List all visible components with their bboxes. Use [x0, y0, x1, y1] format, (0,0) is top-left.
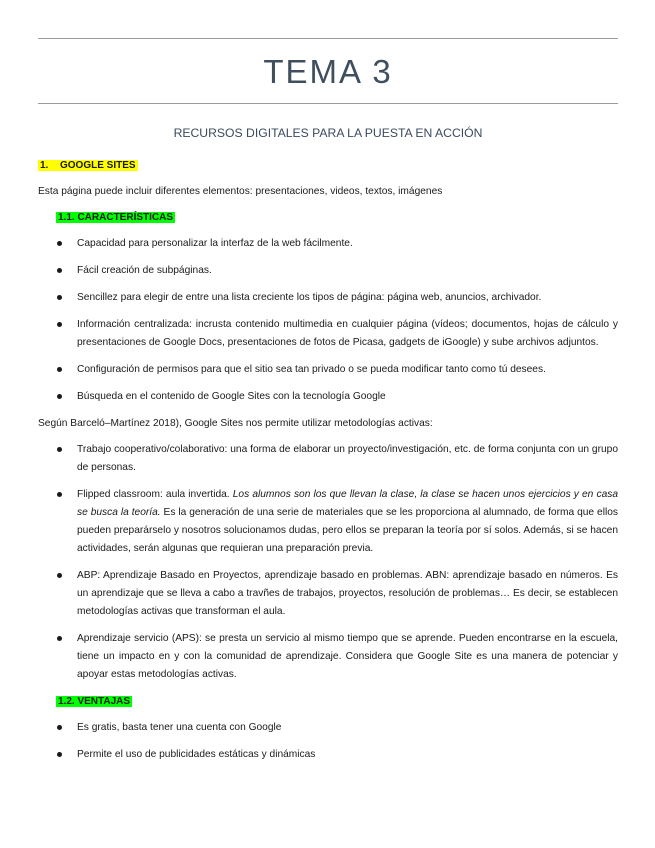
advantages-list: [38, 719, 618, 764]
bullet-icon: [57, 573, 62, 578]
section-1-1-heading: [56, 209, 618, 227]
list-item-text: Flipped classroom: aula invertida.: [77, 489, 233, 500]
features-list: [38, 235, 618, 406]
bullet-icon: [57, 447, 62, 452]
list-item-text: Trabajo cooperativo/colaborativo: una forma de elaborar un proyecto/investigación, etc. de forma conjunta con un grupo de personas.: [77, 444, 618, 473]
section-1-title: GOOGLE SITES: [60, 160, 136, 171]
section-1-2-heading: [56, 693, 618, 711]
list-item: [38, 486, 618, 558]
list-item-text: Aprendizaje servicio (APS): se presta un servicio al mismo tiempo que se aprende. Pueden encontrarse en la escuela, tiene un impacto en y con la comunidad de aprendizaje. Considera que Google Site es una manera de potenciar y apoyar estas metodologías activas.: [77, 633, 618, 680]
list-item: [38, 316, 618, 352]
list-item: [38, 361, 618, 379]
list-item: [38, 746, 618, 764]
list-item: [38, 630, 618, 684]
list-item-text: Sencillez para elegir de entre una lista creciente los tipos de página: página web, anuncios, archivador.: [77, 292, 542, 303]
list-item: [38, 719, 618, 737]
list-item: [38, 441, 618, 477]
section-1-number: 1.: [40, 160, 49, 171]
document-body: [38, 157, 618, 773]
list-item-text: ABP: Aprendizaje Basado en Proyectos, aprendizaje basado en problemas. ABN: aprendizaje basado en números. Es un aprendizaje que se lleva a cabo a travñes de trabajos, proyectos, resolución de problemas… Es decir, se establecen metodologías activas que transforman el aula.: [77, 570, 618, 617]
list-item-text: Información centralizada: incrusta contenido multimedia en cualquier página (vídeos; documentos, hojas de cálculo y presentaciones de Google Docs, presentaciones de fotos de Picasa, gadgets de iGoogle) y sube archivos adjuntos.: [77, 319, 618, 348]
methodologies-list: [38, 441, 618, 684]
list-item: [38, 235, 618, 253]
bullet-icon: [57, 295, 62, 300]
section-1-intro: Esta página puede incluir diferentes elementos: presentaciones, videos, textos, imágenes: [38, 186, 443, 197]
bullet-icon: [57, 268, 62, 273]
list-item: [38, 262, 618, 280]
bullet-icon: [57, 367, 62, 372]
bullet-icon: [57, 636, 62, 641]
list-item-text: Fácil creación de subpáginas.: [77, 265, 212, 276]
list-item: [38, 289, 618, 307]
methodologies-intro: Según Barceló–Martínez 2018), Google Sites nos permite utilizar metodologías activas:: [38, 418, 433, 429]
bullet-icon: [57, 394, 62, 399]
list-item-italic-text: Los alumnos son los que llevan la clase, la clase se hacen unos ejercicios y en casa se busca la teoría.: [77, 489, 618, 518]
bullet-icon: [57, 725, 62, 730]
list-item-text: Es la generación de una serie de materiales que se les proporciona al alumnado, de forma que ellos pueden preparárselo y nosotros solucionamos dudas, pero ellos se preparan la teoría por sí solos. Además, si se hacen actividades, serán algunas que requieran una preparación previa.: [77, 507, 618, 554]
bullet-icon: [57, 241, 62, 246]
list-item-text: Búsqueda en el contenido de Google Sites con la tecnología Google: [77, 391, 386, 402]
list-item-text: Permite el uso de publicidades estáticas y dinámicas: [77, 749, 316, 760]
section-1-1-title: 1.1. CARACTERÍSTICAS: [58, 212, 174, 223]
section-1-highlight: [38, 160, 138, 171]
page-title: TEMA 3: [263, 53, 393, 90]
bullet-icon: [57, 322, 62, 327]
list-item-text: Es gratis, basta tener una cuenta con Google: [77, 722, 282, 733]
list-item: [38, 567, 618, 621]
bullet-icon: [57, 752, 62, 757]
top-rule: [38, 38, 618, 39]
list-item-text: Configuración de permisos para que el sitio sea tan privado o se pueda modificar tanto como tú desees.: [77, 364, 546, 375]
list-item-text: Capacidad para personalizar la interfaz de la web fácilmente.: [77, 238, 353, 249]
document-subtitle: RECURSOS DIGITALES PARA LA PUESTA EN ACCIÓN: [173, 126, 483, 140]
bullet-icon: [57, 492, 62, 497]
title-underline-rule: [38, 103, 618, 104]
section-1-2-title: 1.2. VENTAJAS: [58, 696, 131, 707]
list-item: [38, 388, 618, 406]
section-1-heading: [38, 157, 618, 175]
